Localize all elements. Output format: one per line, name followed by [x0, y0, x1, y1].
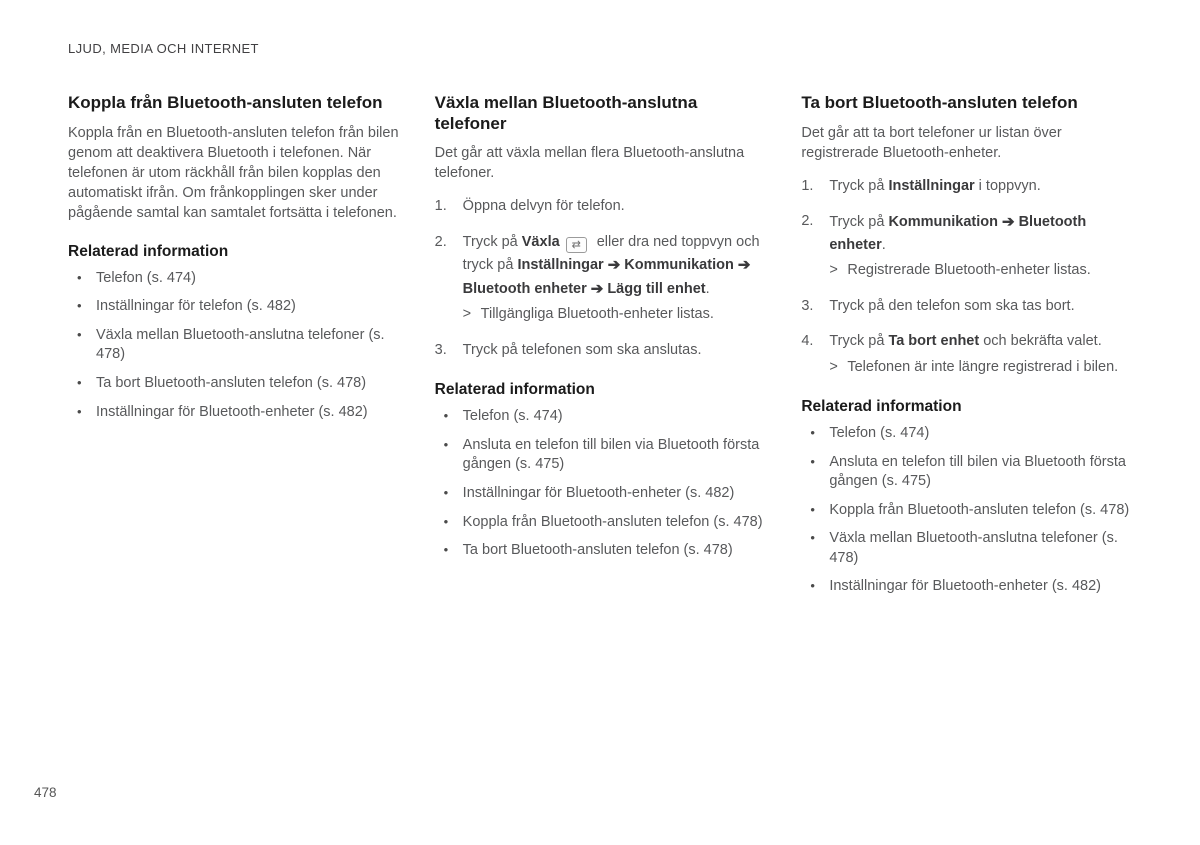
arrow-icon: ➔ — [737, 256, 751, 274]
switch-phone-icon: ⇄ — [566, 237, 587, 253]
related-heading: Relaterad information — [434, 381, 595, 399]
step-text: Tryck på Kommunikation ➔ Bluetooth enheter. > Registrerade Bluetooth-enheter listas. — [829, 210, 1132, 281]
bullet-icon: • — [77, 298, 82, 314]
related-item — [801, 529, 1132, 568]
step-number: 3. — [434, 341, 447, 358]
page-number: 478 — [34, 785, 57, 800]
result-marker-icon: > — [829, 262, 838, 279]
related-item — [68, 403, 399, 423]
step-number: 3. — [801, 297, 814, 314]
step-number: 1. — [434, 198, 447, 215]
related-item-label: Ta bort Bluetooth-ansluten telefon (s. 478) — [462, 542, 733, 559]
related-item-label: Telefon (s. 474) — [96, 269, 196, 286]
step-item — [801, 210, 1132, 281]
step-item — [435, 339, 766, 361]
section-switch-phones — [435, 93, 766, 606]
related-item-label: Inställningar för Bluetooth-enheter (s. 482) — [462, 484, 735, 501]
section-disconnect-phone — [68, 93, 399, 606]
related-item-label: Växla mellan Bluetooth-anslutna telefoner (s. 478) — [96, 326, 385, 363]
bullet-icon: • — [443, 408, 449, 424]
arrow-icon: ➔ — [590, 280, 604, 298]
related-item — [435, 436, 766, 475]
related-item-label: Telefon (s. 474) — [829, 425, 930, 442]
related-item — [435, 407, 766, 427]
bullet-icon: • — [810, 453, 815, 469]
related-item — [801, 577, 1132, 597]
bullet-icon: • — [443, 542, 449, 558]
step-text: Tryck på den telefon som ska tas bort. — [829, 297, 1075, 314]
step-result-label: Registrerade Bluetooth-enheter listas. — [847, 262, 1091, 279]
bullet-icon: • — [77, 326, 82, 342]
related-item-label: Koppla från Bluetooth-ansluten telefon (s. 478) — [462, 513, 763, 530]
bullet-icon: • — [77, 403, 82, 419]
step-number: 2. — [434, 233, 447, 250]
step-result-label: Telefonen är inte längre registrerad i bilen. — [847, 358, 1119, 375]
section-intro: Det går att växla mellan flera Bluetooth-anslutna telefoner. — [434, 145, 745, 182]
step-item — [801, 330, 1132, 378]
related-heading: Relaterad information — [68, 242, 229, 260]
page-content — [68, 93, 1132, 606]
section-remove-phone — [801, 93, 1132, 606]
related-list — [801, 424, 1132, 597]
bullet-icon: • — [77, 269, 82, 285]
related-item — [435, 484, 766, 504]
related-item-label: Inställningar för Bluetooth-enheter (s. 482) — [96, 403, 368, 420]
step-text: Tryck på Inställningar i toppvyn. — [829, 177, 1041, 194]
step-number: 1. — [801, 177, 814, 194]
related-list — [435, 407, 766, 560]
step-number: 4. — [801, 333, 814, 350]
bullet-icon: • — [443, 513, 449, 529]
step-text: Öppna delvyn för telefon. — [462, 198, 625, 215]
related-item-label: Ta bort Bluetooth-ansluten telefon (s. 478) — [96, 374, 367, 391]
section-title: Ta bort Bluetooth-ansluten telefon — [801, 93, 1078, 112]
related-item — [68, 374, 399, 394]
related-item — [68, 326, 399, 365]
related-item — [801, 453, 1132, 492]
related-item-label: Växla mellan Bluetooth-anslutna telefoner (s. 478) — [829, 530, 1118, 566]
step-result — [829, 356, 1132, 378]
step-item — [435, 231, 766, 326]
step-number: 2. — [801, 213, 814, 230]
related-item-label: Inställningar för telefon (s. 482) — [96, 298, 296, 315]
bullet-icon: • — [810, 501, 815, 517]
step-result — [463, 303, 766, 325]
related-item — [68, 297, 399, 317]
bullet-icon: • — [443, 484, 449, 500]
step-text: Tryck på Växla ⇄ eller dra ned toppvyn och tryck på Inställningar ➔ Kommunikation ➔Bluetooth enheter ➔ Lägg till enhet. > Tillgängliga Bluetooth-enheter listas. — [463, 231, 766, 326]
section-title: Koppla från Bluetooth-ansluten telefon — [68, 93, 383, 112]
step-text: Tryck på telefonen som ska anslutas. — [462, 341, 702, 358]
section-intro: Koppla från en Bluetooth-ansluten telefon från bilen genom att deaktivera Bluetooth i telefonen. När telefonen är utom räckhåll från bilen kopplas den automatiskt ifrån. Om frånkopplingen sker under pågående samtal kan samtalet fortsätta i telefonen. — [68, 124, 399, 221]
chapter-header: LJUD, MEDIA OCH INTERNET — [68, 41, 259, 56]
related-item-label: Koppla från Bluetooth-ansluten telefon (s. 478) — [829, 501, 1130, 518]
related-item — [68, 269, 399, 289]
related-list — [68, 269, 399, 422]
step-text: Tryck på Ta bort enhet och bekräfta valet. > Telefonen är inte längre registrerad i bilen. — [829, 330, 1132, 378]
related-item — [801, 501, 1132, 521]
steps-list — [435, 195, 766, 361]
arrow-icon: ➔ — [607, 256, 621, 274]
arrow-icon: ➔ — [1002, 213, 1015, 231]
step-result — [829, 259, 1132, 281]
related-item-label: Telefon (s. 474) — [462, 408, 563, 425]
step-item — [435, 195, 766, 217]
result-marker-icon: > — [829, 358, 838, 375]
bullet-icon: • — [810, 530, 815, 546]
steps-list — [801, 175, 1132, 378]
bullet-icon: • — [77, 374, 82, 390]
result-marker-icon: > — [462, 306, 472, 323]
bullet-icon: • — [810, 425, 815, 441]
step-item — [801, 175, 1132, 197]
bullet-icon: • — [810, 578, 815, 594]
related-item — [801, 424, 1132, 444]
section-title: Växla mellan Bluetooth-anslutna telefoner — [434, 93, 698, 133]
step-item — [801, 295, 1132, 317]
related-item-label: Ansluta en telefon till bilen via Bluetooth första gången (s. 475) — [462, 436, 760, 473]
related-item — [435, 541, 766, 561]
bullet-icon: • — [443, 436, 449, 452]
related-heading: Relaterad information — [801, 398, 962, 416]
step-result-label: Tillgängliga Bluetooth-enheter listas. — [480, 306, 714, 323]
related-item-label: Ansluta en telefon till bilen via Bluetooth första gången (s. 475) — [829, 453, 1126, 490]
related-item — [435, 513, 766, 533]
related-item-label: Inställningar för Bluetooth-enheter (s. 482) — [829, 578, 1101, 595]
section-intro: Det går att ta bort telefoner ur listan över registrerade Bluetooth-enheter. — [801, 124, 1062, 161]
